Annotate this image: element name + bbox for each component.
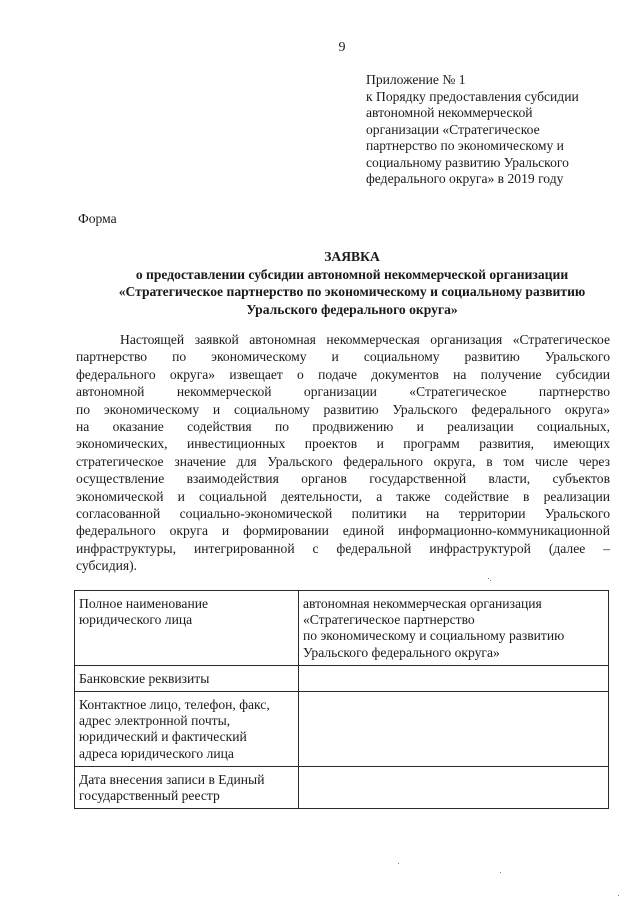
speck [398,863,399,864]
body-line: на оказание содействия по продвижению и реализации социальных, [76,418,610,434]
cell-line: государственный реестр [79,788,220,804]
cell-line: юридический и фактический [79,729,247,745]
cell-line: «Стратегическое партнерство [303,612,475,628]
appendix-line: федерального округа» в 2019 году [366,171,564,186]
body-line: Настоящей заявкой автономная некоммерческая организация «Стратегическое [120,332,610,347]
table-cell-label [75,766,299,808]
speck [488,578,489,579]
cell-line: Уральского федерального округа» [303,644,500,660]
table-cell-label [75,692,299,767]
body-paragraph [76,331,610,574]
page-number: 9 [338,40,346,55]
appendix-line: к Порядку предоставления субсидии [366,88,579,104]
speck [500,872,501,873]
cell-line: адреса юридического лица [79,745,234,761]
appendix-note [366,72,616,188]
body-line: федерального округа» извещает о подаче документов на получение субсидии [76,366,610,382]
cell-line: адрес электронной почты, [79,713,231,729]
cell-line: автономная некоммерческая организация [303,596,542,611]
body-line: экономической и социальной деятельности, а также содействие в реализации [76,488,610,504]
body-line: по экономическому и социальному развитию Уральского федерального округа» [76,401,610,417]
table-cell-value [299,591,609,666]
table-row [75,766,609,808]
title-line: «Стратегическое партнерство по экономическому и социальному развитию [118,284,586,299]
title-line: Уральского федерального округа» [246,301,458,317]
cell-line: Полное наименование [79,596,209,611]
table-cell-label [75,665,299,691]
requisites-table [74,590,609,809]
table-row [75,692,609,767]
cell-line: Контактное лицо, телефон, факс, [79,697,270,713]
table-cell-value [299,766,609,808]
appendix-line: социальному развитию Уральского [366,154,569,170]
table-row [75,665,609,691]
cell-line: юридического лица [79,612,193,628]
table-row [75,591,609,666]
appendix-line: организации «Стратегическое [366,121,540,137]
appendix-line: партнерство по экономическому и [366,138,564,153]
table-cell-value [299,665,609,691]
body-line: федерального округа и формировании единой информационно-коммуникационной [76,523,610,539]
cell-line: Банковские реквизиты [79,670,210,686]
body-line: осуществление взаимодействия органов государственной власти, субъектов [76,471,610,487]
speck [490,580,491,581]
body-line: партнерство по экономическому и социальному развитию Уральского [76,349,610,365]
table-cell-label [75,591,299,666]
body-line: согласованной социально-экономической политики на территории Уральского [76,505,610,521]
title-line: о предоставлении субсидии автономной некоммерческой организации [135,266,569,282]
appendix-line: автономной некоммерческой [366,105,533,120]
body-line: автономной некоммерческой организации «Стратегическое партнерство [76,384,610,400]
body-line: субсидия). [76,558,138,574]
document-title [60,248,640,318]
body-line: экономических, инвестиционных проектов и программ развития, имеющих [76,436,610,452]
cell-line: по экономическому и социальному развитию [303,628,565,644]
appendix-line: Приложение № 1 [366,72,466,87]
speck [618,895,619,896]
cell-line: Дата внесения записи в Единый [79,771,265,787]
form-label: Форма [78,211,117,226]
table-cell-value [299,692,609,767]
title-heading: ЗАЯВКА [324,249,380,264]
body-line: инфраструктуры, интегрированной с федеральной инфраструктурой (далее – [76,540,610,556]
body-line: стратегическое значение для Уральского федерального округа, в том числе через [76,453,610,469]
